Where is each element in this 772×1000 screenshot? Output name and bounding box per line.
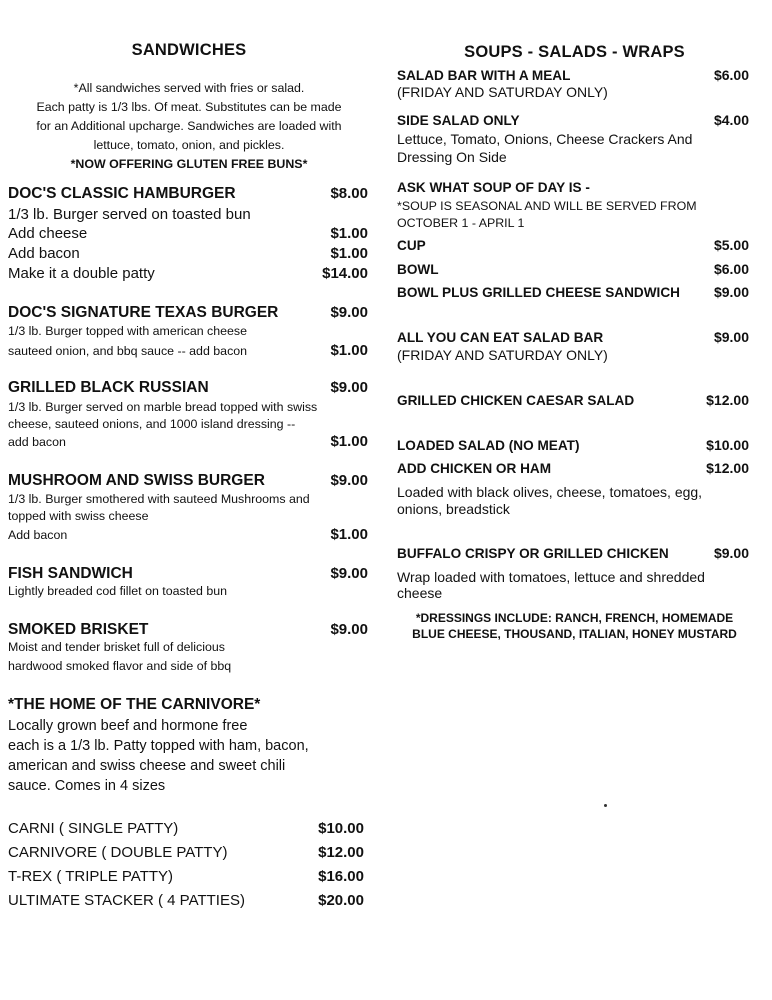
item-price: $12.00 (706, 392, 749, 408)
carnivore-desc-line: each is a 1/3 lb. Patty topped with ham, bacon, (8, 738, 309, 754)
option-price: $1.00 (330, 225, 368, 242)
size-price: $12.00 (318, 844, 364, 861)
addon-row (8, 526, 368, 543)
soup-note: *SOUP IS SEASONAL AND WILL BE SERVED FROM (397, 199, 697, 213)
item-name: BUFFALO CRISPY OR GRILLED CHICKEN (397, 546, 669, 561)
item-description: Moist and tender brisket full of delicious (8, 640, 225, 654)
item-price: $9.00 (330, 621, 368, 638)
dressings-note (397, 610, 752, 642)
item-price: $9.00 (713, 329, 749, 345)
size-label: CARNIVORE ( DOUBLE PATTY) (8, 844, 228, 861)
addon-price: $1.00 (330, 526, 368, 543)
addon-price: $12.00 (706, 460, 749, 476)
carnivore-desc-line: american and swiss cheese and sweet chili (8, 758, 286, 774)
intro-line: *All sandwiches served with fries or salad. (73, 81, 305, 95)
addon-label: add bacon (8, 435, 66, 449)
menu-item-smoked-brisket (8, 621, 368, 639)
item-description: cheese (397, 585, 443, 601)
addon-price: $1.00 (330, 342, 368, 359)
menu-item-all-you-can-eat (397, 329, 749, 345)
menu-item-classic-hamburger (8, 185, 368, 203)
size-row (8, 892, 364, 909)
item-description (8, 206, 368, 223)
item-description: 1/3 lb. Burger smothered with sauteed Mushrooms and (8, 492, 310, 506)
menu-item-texas-burger (8, 304, 368, 322)
carnivore-desc-line: sauce. Comes in 4 sizes (8, 778, 166, 794)
addon-label: sauteed onion, and bbq sauce -- add bacon (8, 344, 248, 358)
menu-item-side-salad (397, 112, 749, 128)
menu-item-loaded-salad (397, 437, 749, 453)
item-price: $9.00 (330, 379, 368, 396)
option-row (8, 245, 368, 262)
carnivore-description (8, 716, 309, 796)
size-price: $10.00 (318, 820, 364, 837)
addon-row (8, 433, 368, 450)
menu-item-buffalo-chicken (397, 545, 749, 561)
addon-label: Add bacon (8, 528, 68, 542)
option-label: Add bacon (8, 245, 80, 262)
addon-price: $1.00 (330, 433, 368, 450)
size-price: $20.00 (318, 892, 364, 909)
intro-line: Each patty is 1/3 lbs. Of meat. Substitutes can be made (36, 100, 342, 114)
soup-note: OCTOBER 1 - APRIL 1 (397, 216, 525, 230)
size-row (8, 820, 364, 837)
item-description: Loaded with black olives, cheese, tomatoes, egg, (397, 484, 703, 500)
item-description: Dressing On Side (397, 149, 507, 165)
item-description: 1/3 lb. Burger served on marble bread topped with swiss (8, 400, 318, 414)
menu-item-mushroom-swiss (8, 472, 368, 490)
item-name: ASK WHAT SOUP OF DAY IS - (397, 180, 590, 195)
item-description: cheese, sauteed onions, and 1000 island dressing -- (8, 417, 296, 431)
sandwiches-intro (8, 79, 370, 174)
option-label: CUP (397, 238, 426, 253)
dressings-line: BLUE CHEESE, THOUSAND, ITALIAN, HONEY MUSTARD (412, 627, 737, 641)
item-note: (FRIDAY AND SATURDAY ONLY) (397, 84, 608, 100)
menu-item-salad-bar-meal (397, 67, 749, 83)
item-price: $6.00 (713, 67, 749, 83)
option-price: $5.00 (713, 237, 749, 253)
menu-item-fish-sandwich (8, 565, 368, 583)
menu-item-caesar (397, 392, 749, 408)
option-label: BOWL PLUS GRILLED CHEESE SANDWICH (397, 285, 680, 300)
menu-item-black-russian (8, 379, 368, 397)
addon-label: ADD CHICKEN OR HAM (397, 461, 552, 476)
intro-line: for an Additional upcharge. Sandwiches are loaded with (36, 119, 342, 133)
item-name: MUSHROOM AND SWISS BURGER (8, 472, 265, 489)
item-name: GRILLED CHICKEN CAESAR SALAD (397, 393, 635, 408)
sandwiches-heading: SANDWICHES (131, 41, 247, 59)
size-price: $16.00 (318, 868, 364, 885)
item-name: SALAD BAR WITH A MEAL (397, 68, 571, 83)
addon-row (8, 342, 368, 359)
item-price: $9.00 (330, 472, 368, 489)
option-label: Make it a double patty (8, 265, 155, 282)
item-name: SIDE SALAD ONLY (397, 113, 520, 128)
item-price: $4.00 (713, 112, 749, 128)
size-row (8, 844, 364, 861)
item-description: hardwood smoked flavor and side of bbq (8, 659, 232, 673)
soup-option-row (397, 261, 749, 277)
size-row (8, 868, 364, 885)
size-label: ULTIMATE STACKER ( 4 PATTIES) (8, 892, 245, 909)
item-description: 1/3 lb. Burger topped with american cheese (8, 324, 248, 338)
item-desc-text: 1/3 lb. Burger served on toasted bun (8, 206, 251, 223)
item-price: $9.00 (330, 304, 368, 321)
menu-item-soup (397, 180, 749, 195)
item-description: Lettuce, Tomato, Onions, Cheese Crackers And (397, 131, 693, 147)
speck-mark (604, 804, 607, 807)
option-label: BOWL (397, 262, 439, 277)
item-description: topped with swiss cheese (8, 509, 149, 523)
item-price: $9.00 (330, 565, 368, 582)
item-note: (FRIDAY AND SATURDAY ONLY) (397, 347, 608, 363)
soup-option-row (397, 237, 749, 253)
item-description: Wrap loaded with tomatoes, lettuce and shredded (397, 569, 705, 585)
option-price: $1.00 (330, 245, 368, 262)
item-name: LOADED SALAD (NO MEAT) (397, 438, 580, 453)
size-label: CARNI ( SINGLE PATTY) (8, 820, 179, 837)
item-name: DOC'S SIGNATURE TEXAS BURGER (8, 304, 279, 321)
carnivore-heading (8, 696, 368, 714)
carnivore-desc-line: Locally grown beef and hormone free (8, 718, 248, 734)
item-description: onions, breadstick (397, 501, 510, 517)
item-description: Lightly breaded cod fillet on toasted bun (8, 584, 228, 598)
gluten-free-note: *NOW OFFERING GLUTEN FREE BUNS* (70, 157, 308, 171)
soups-heading: SOUPS - SALADS - WRAPS (464, 43, 685, 61)
item-name: GRILLED BLACK RUSSIAN (8, 379, 209, 396)
item-name: SMOKED BRISKET (8, 621, 149, 638)
option-row (8, 225, 368, 242)
item-price: $10.00 (706, 437, 749, 453)
option-label: Add cheese (8, 225, 88, 242)
option-row (8, 265, 368, 282)
size-label: T-REX ( TRIPLE PATTY) (8, 868, 174, 885)
item-name: DOC'S CLASSIC HAMBURGER (8, 185, 236, 202)
option-price: $14.00 (322, 265, 368, 282)
item-price: $8.00 (330, 185, 368, 202)
option-price: $9.00 (713, 284, 749, 300)
item-name: FISH SANDWICH (8, 565, 133, 582)
soup-option-row (397, 284, 749, 300)
dressings-line: *DRESSINGS INCLUDE: RANCH, FRENCH, HOMEMADE (415, 611, 734, 625)
item-name: ALL YOU CAN EAT SALAD BAR (397, 330, 604, 345)
intro-line: lettuce, tomato, onion, and pickles. (93, 138, 285, 152)
option-price: $6.00 (713, 261, 749, 277)
addon-row (397, 460, 749, 476)
item-price: $9.00 (713, 545, 749, 561)
carnivore-title: *THE HOME OF THE CARNIVORE* (8, 696, 261, 713)
